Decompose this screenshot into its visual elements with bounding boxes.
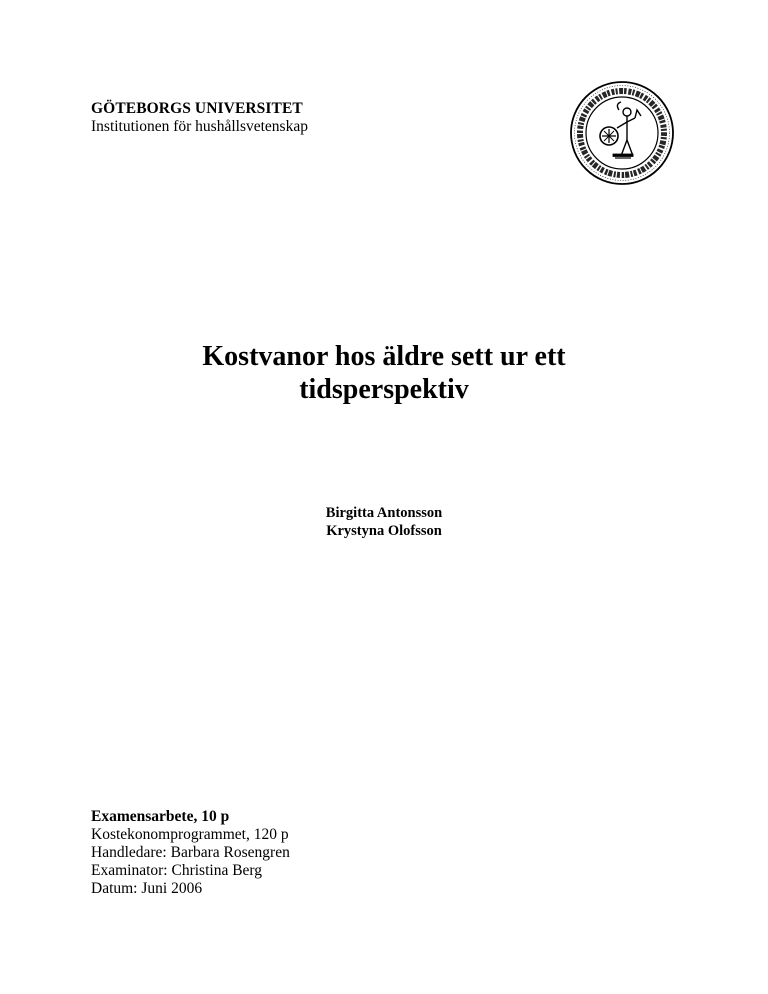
title-line-1: Kostvanor hos äldre sett ur ett [202, 341, 566, 372]
author-name: Birgitta Antonsson [325, 505, 443, 521]
document-title [0, 340, 768, 406]
thesis-info [91, 808, 290, 898]
university-seal-icon [569, 80, 675, 186]
examiner: Examinator: Christina Berg [91, 862, 263, 879]
author-list [0, 504, 768, 540]
institution-name: Institutionen för hushållsvetenskap [91, 118, 308, 135]
title-line-2: tidsperspektiv [299, 374, 469, 405]
work-type: Examensarbete, 10 p [91, 808, 230, 825]
date: Datum: Juni 2006 [91, 880, 203, 897]
header [91, 100, 308, 136]
program: Kostekonomprogrammet, 120 p [91, 826, 289, 843]
university-name: GÖTEBORGS UNIVERSITET [91, 100, 303, 117]
supervisor: Handledare: Barbara Rosengren [91, 844, 290, 861]
author-name: Krystyna Olofsson [326, 523, 442, 539]
